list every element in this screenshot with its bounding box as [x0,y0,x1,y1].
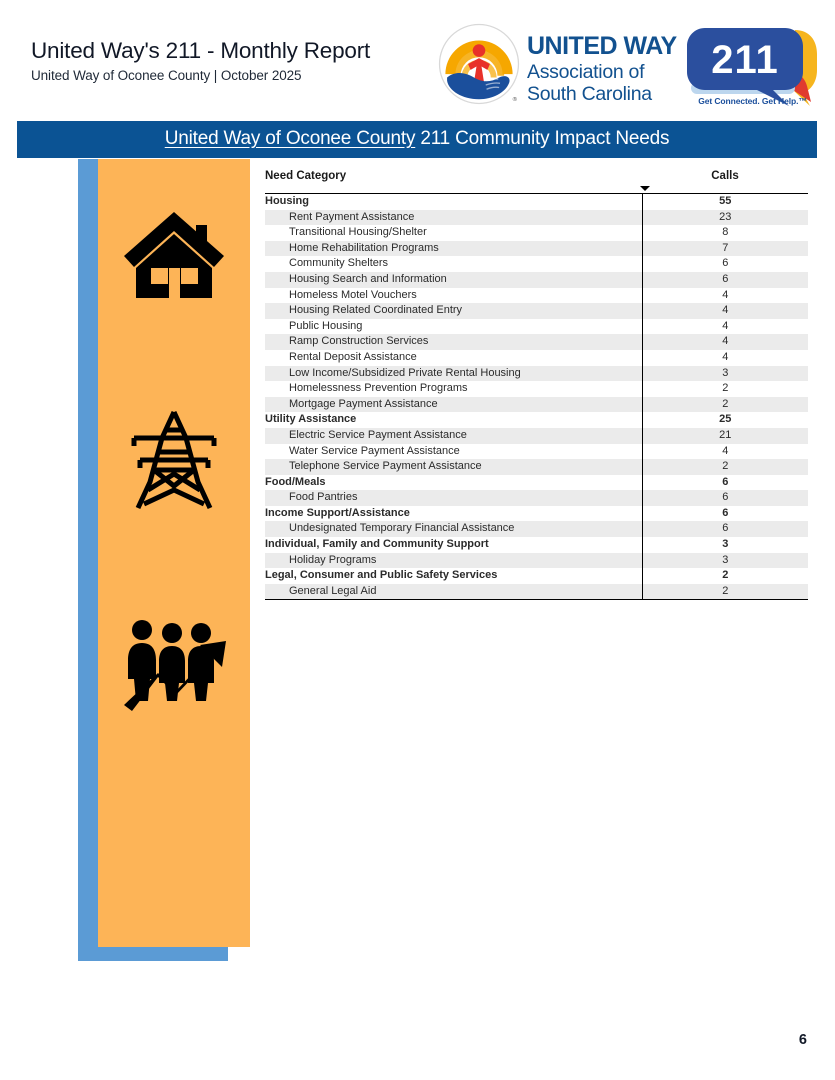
row-calls-value: 3 [642,553,808,569]
page-title: United Way's 211 - Monthly Report [31,38,371,63]
row-need-category: Housing [265,195,309,207]
row-calls-value: 8 [642,225,808,241]
row-need-category: Utility Assistance [265,413,357,426]
row-need-category: Home Rehabilitation Programs [265,241,642,257]
table-row[interactable] [265,444,808,460]
row-need-category: Telephone Service Payment Assistance [265,459,642,475]
row-calls-value: 4 [642,303,808,319]
row-calls-value: 4 [642,288,808,304]
row-calls-value: 3 [642,537,808,553]
row-need-category: Housing Search and Information [265,272,642,288]
uw-wordmark-line1: UNITED WAY [527,32,677,60]
people-growth-icon [120,617,228,713]
table-row[interactable] [265,210,808,226]
row-calls-value: 6 [642,475,808,491]
row-calls-value: 25 [642,412,808,428]
logo-211-tagline: Get Connected. Get Help.™ [698,96,807,106]
row-need-category: Housing Related Coordinated Entry [265,303,642,319]
banner-underlined-text: United Way of Oconee County [164,128,416,149]
table-row[interactable] [265,428,808,444]
row-need-category: Legal, Consumer and Public Safety Services [265,569,498,582]
table-row[interactable] [265,381,808,397]
row-calls-value: 4 [642,319,808,335]
row-calls-value: 2 [642,568,808,584]
table-row[interactable] [265,475,808,491]
report-header [31,38,370,83]
row-calls-value: 2 [642,459,808,475]
table-row[interactable] [265,303,808,319]
row-need-category: Homeless Motel Vouchers [289,288,417,301]
row-need-category: Rental Deposit Assistance [289,350,417,363]
row-calls-value: 6 [642,506,808,522]
needs-table [265,170,808,600]
row-calls-value: 6 [642,272,808,288]
table-row[interactable] [265,568,808,584]
table-row[interactable] [265,553,808,569]
row-need-category: Community Shelters [289,257,389,270]
logo-lockup [437,18,827,118]
svg-text:211: 211 [711,38,779,82]
row-need-category: Rent Payment Assistance [265,210,642,226]
row-need-category: General Legal Aid [265,584,642,600]
table-row[interactable] [265,537,808,553]
table-row[interactable] [265,350,808,366]
needs-table-body [265,194,808,600]
table-row[interactable] [265,366,808,382]
column-header-need-category-label: Need Category [265,170,347,182]
row-calls-value: 4 [642,334,808,350]
row-need-category: Public Housing [289,319,363,332]
page-subtitle: United Way of Oconee County | October 2025 [31,67,302,83]
column-header-need-category[interactable] [265,170,642,194]
table-row[interactable] [265,521,808,537]
table-row[interactable] [265,256,808,272]
power-tower-icon-slot [98,390,250,530]
table-row[interactable] [265,334,808,350]
row-need-category: Ramp Construction Services [265,334,642,350]
table-row[interactable] [265,194,808,210]
row-calls-value: 2 [642,584,808,600]
table-row[interactable] [265,459,808,475]
row-need-category: Food/Meals [265,475,326,488]
row-need-category: Water Service Payment Assistance [289,444,460,457]
column-header-calls-label: Calls [711,170,739,182]
row-calls-value: 23 [642,210,808,226]
row-calls-value: 55 [642,194,808,210]
row-need-category: Homelessness Prevention Programs [289,382,468,395]
table-row[interactable] [265,412,808,428]
row-need-category: Income Support/Assistance [265,506,410,519]
house-icon-slot [98,186,250,326]
row-need-category: Electric Service Payment Assistance [265,428,642,444]
uw-wordmark-line3: South Carolina [527,82,652,105]
column-header-calls[interactable] [642,170,808,194]
svg-text:®: ® [512,96,517,103]
row-need-category: Undesignated Temporary Financial Assistance [265,521,642,537]
row-need-category: Mortgage Payment Assistance [265,397,642,413]
row-calls-value: 7 [642,241,808,257]
power-tower-icon [128,408,220,512]
section-banner [17,121,817,158]
section-banner-text [17,128,817,150]
table-row[interactable] [265,288,808,304]
page-number: 6 [798,1032,807,1048]
banner-rest-text: 211 Community Impact Needs [415,128,670,149]
needs-table-header-row [265,170,808,194]
needs-table-head [265,170,808,194]
row-calls-value: 2 [642,397,808,413]
table-row[interactable] [265,584,808,600]
row-calls-value: 6 [642,256,808,272]
row-calls-value: 4 [642,350,808,366]
row-calls-value: 2 [642,381,808,397]
house-icon [120,206,228,306]
row-need-category: Food Pantries [265,490,642,506]
table-row[interactable] [265,397,808,413]
table-row[interactable] [265,319,808,335]
row-need-category: Transitional Housing/Shelter [289,226,427,239]
table-row[interactable] [265,272,808,288]
table-row[interactable] [265,241,808,257]
table-row[interactable] [265,490,808,506]
table-row[interactable] [265,225,808,241]
row-need-category: Low Income/Subsidized Private Rental Housing [265,366,642,382]
row-need-category: Holiday Programs [265,553,642,569]
united-way-emblem-icon [437,22,521,106]
row-calls-value: 6 [642,521,808,537]
united-way-wordmark [527,34,677,106]
row-calls-value: 6 [642,490,808,506]
row-calls-value: 4 [642,444,808,460]
uw-wordmark-line2: Association of [527,61,645,83]
row-need-category: Individual, Family and Community Support [265,538,489,551]
row-calls-value: 3 [642,366,808,382]
needs-table-container [265,170,808,600]
people-growth-icon-slot [98,595,250,735]
row-calls-value: 21 [642,428,808,444]
table-row[interactable] [265,506,808,522]
